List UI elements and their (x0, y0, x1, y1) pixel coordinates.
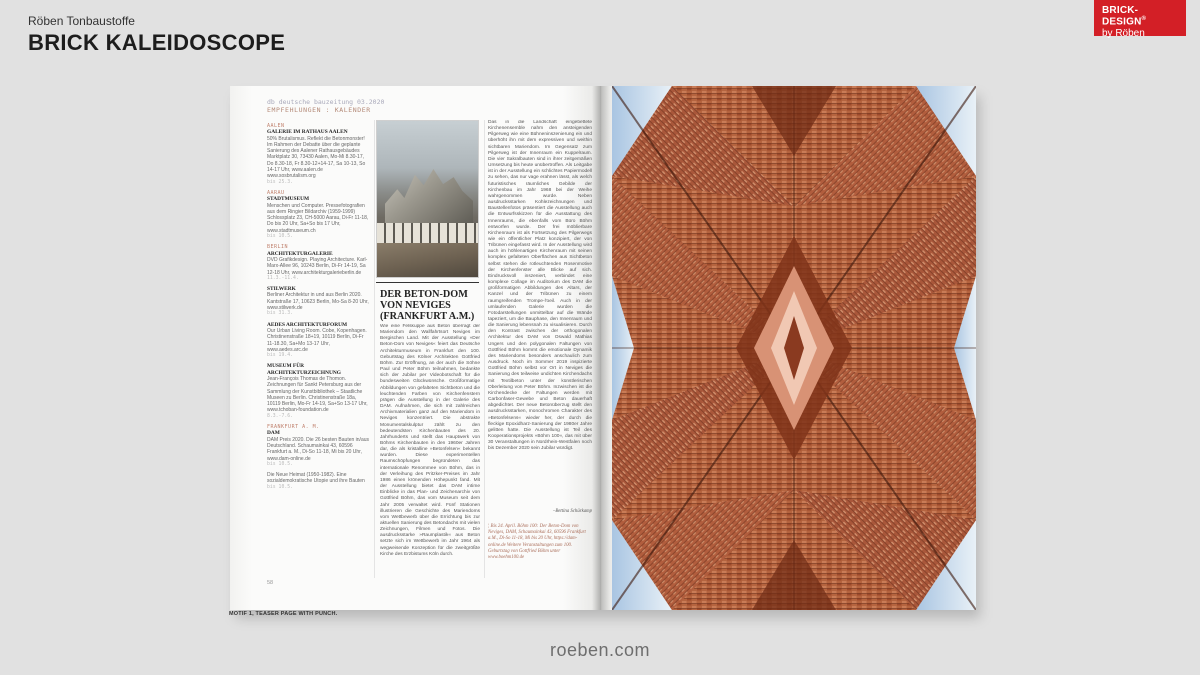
page-title: BRICK KALEIDOSCOPE (28, 30, 286, 55)
event-text: 50% Brutalismus. Reflekt die Betonmonster! Im Rahmen der Debatte über die geplante Sanierung des Aalener Rathausgebäudes Marktplatz 30, 73430 Aalen, Mo-Mi 8.30-17, Do 8.30-18, Fr 8.30-12+14-17, Sa 10-13, So 14-17 Uhr, www.aalen.de www.sosbrutalism.org (267, 135, 366, 180)
ground-shape (377, 243, 479, 278)
figure-caption: MOTIF 1, TEASER PAGE WITH PUNCH. (229, 611, 338, 617)
event-entry (267, 244, 371, 282)
event-venue: DAM (267, 430, 280, 437)
registered-mark: ® (1141, 16, 1147, 22)
brand-subtitle: Röben Tonbaustoffe (28, 14, 135, 28)
event-date: bis 10.5. (267, 234, 293, 240)
event-city: AALEN (267, 123, 285, 129)
event-entry (267, 190, 371, 240)
article-body-col3: Das in die Landschaft eingebettete Kirchenensemble nahm den ansteigenden Pilgerweg wie eine Bühneninszenierung ein und überhöht ihn mit dem expressiven und weithin sichtbaren Mariendom. Im Gegensatz zum Pilgerweg ist der Innenraum ein Kuppelraum. Die vier Sakralbauten sind in ihrer zeitgemäßen Umsetzung bis heute unübertroffen. Als Leitgabe ist in der Ausstellung ein schlichtes Papiermodell zu sehen, das nur vage erahnen lässt, als welch futuristisches räumliches Gebilde der Kirchenbau im Jahr 1968 bei der Weihe wahrgenommen wurde. Neben ausdrucksstarken Kohlezeichnungen und Baustellenfotos präsentiert die Ausstellung auch die Entwurfsskizzen für die Ausstattung des Innenraums, die ebenfalls vom Büro Böhm entworfen wurde. Der frei möblierbare Kirchenraum ist als Fortsetzung des Pilgerwegs wie ein öffentlicher Platz konzipiert, der von Tribünen eingefasst wird. In der Ausstellung wird auch im höhlenartigen Kirchenraum mit seinen komplex gefalteten Oberflächen aus Sichtbeton selbst stehen die rotleuchtenden Rosenmotive der Kirchenfenster alle Blicke auf sich. Eindrucksvoll inszeniert, verbindet eine komplexe Collage im Auditorium des DAM die großformatigen Abbildungen des Altars, der Kanzel und der Tribünen zu einem raumgreifenden Trompe-l'oeil. Auch in der umlaufenden Galerie wurden die Fotodarstellungen unmittelbar auf die Wände tapeziert, um die Bauphase, den Innenraum und die Sanierung lebensnah zu visualisieren. Durch den Kontrast zwischen der orthogonalen Architektur des DAM von Oswald Mathias Ungers und den polygonalen Faltungen von Gottfried Böhm kommt die emotionale Dynamik des Mariendoms besonders anschaulich zum Ausdruck. Noch im Sommer 2019 inspizierte Gottfried Böhm selbst vor Ort in Neviges die Sanierung des teilweise undichten Kirchendachs mit Textilbeton unter der künstlerischen Oberleitung von Peter Böhm. Inzwischen ist die Kirchendecke der Faltungen werden mit Carbonfaser-Gewebe und Beton dauerhaft abgedichtet. Der neue Betonüberzug stellt den ausdrucksstarken, monochromen Charakter des »Betonfelsens« wieder her, der durch die fleckige Epoxidharz-Sanierung der 1980er Jahre gelitten hatte. Die Ausstellung ist Teil des Kooperationsprojekts »Böhm 100«, das mit über 30 Veranstaltungen in Nordrhein-Westfalen noch bis Dezember 2020 sein Jubilar würdigt. (488, 120, 592, 452)
event-venue: STILWERK (267, 286, 296, 293)
right-page (600, 86, 976, 610)
event-text: Die Neue Heimat (1950-1982). Eine sozialdemokratische Utopie und ihre Bauten (267, 472, 365, 485)
spine-shadow (592, 86, 610, 610)
event-date: bis 31.3. (267, 311, 293, 317)
event-date: bis 10.5. (267, 461, 293, 467)
badge-label: BRICK-DESIGN (1102, 5, 1142, 28)
event-entry (267, 123, 371, 186)
article-headline: DER BETON-DOM VON NEVIGES (FRANKFURT A.M.) (380, 289, 475, 322)
event-city: AARAU (267, 189, 285, 196)
event-venue: MUSEUM FÜR ARCHITEKTURZEICHNUNG (267, 363, 341, 376)
event-venue: AEDES ARCHITEKTURFORUM (267, 321, 348, 328)
running-head-magazine: db deutsche bauzeitung 03.2020 (267, 98, 385, 106)
badge-sublabel: by Röben (1102, 28, 1145, 40)
column-divider (374, 120, 375, 578)
left-page (230, 86, 600, 610)
event-text: Jean-François Thomas de Thomon. Zeichnungen für Sankt Petersburg aus der Sammlung der Kunstbibliothek – Staatliche Museen zu Berlin. Christinenstraße 18a, 10119 Berlin, Mo-Fr 14-19, Sa+So 13-17 Uhr, www.tchoban-foundation.de (267, 375, 368, 414)
pilgrim-houses-shape (377, 223, 479, 243)
event-entry (267, 424, 371, 468)
event-text: Menschen und Computer. Pressefotografien aus dem Ringier Bildarchiv (1959-1999) Schlossplatz 23, CH-5000 Aarau, Di-Fr 11-18, Do bis 20 Uhr, Sa+So bis 17 Uhr, www.stadtmuseum.ch (267, 202, 369, 234)
event-calendar (267, 123, 371, 495)
footer-url[interactable]: roeben.com (549, 640, 651, 660)
event-text: DAM Preis 2020. Die 26 besten Bauten in/aus Deutschland. Schaumainkai 43, 60596 Frankfurt a. M., Di-So 11-18, Mi bis 20 Uhr, www.dam-online.de (267, 436, 370, 462)
event-entry (267, 363, 371, 420)
event-venue: GALERIE IM RATHAUS AALEN (267, 129, 348, 136)
event-date: bis 10.5. (267, 484, 293, 490)
event-date: 8.3.-7.6. (267, 413, 293, 419)
article-note: ¦ Bis 24. April. Böhm 100: Der Beton-Dom von Neviges, DAM, Schaumainkai 43, 60596 Frankfurt a.M., Di-So 11-18, Mi bis 20 Uhr, https://dam-online.de Weitere Veranstaltungen zum 100. Geburtstag von Gottfried Böhm unter www.boehm100.de (488, 524, 586, 561)
event-venue: STADTMUSEUM (267, 196, 310, 203)
magazine-spread (230, 86, 976, 610)
running-head-section: EMPFEHLUNGEN : KALENDER (267, 106, 371, 114)
event-text: Our Urban Living Room. Cobe, Kopenhagen. Christinenstraße 18+19, 10119 Berlin, Di-Fr 11-18.30, Sa+Mo 13-17 Uhr, www.aedes.arc.de (267, 327, 367, 353)
event-entry (267, 472, 371, 491)
event-date: bis 19.4. (267, 353, 293, 359)
event-date: bis 25.3. (267, 179, 293, 185)
headline-rule (376, 282, 479, 283)
event-venue: ARCHITEKTURGALERIE (267, 250, 333, 257)
article-body-col2: Wie eine Felskuppe aus Beton überragt der Mariendom den Wallfahrtsort Neviges im Bergischen Land. Mit der Ausstellung »Der Beton-Dom von Neviges« feiert das Deutsche Architekturmuseum in Frankfurt den 100. Geburtstag des Kölner Architekten Gottfried Böhm. Zur Eröffnung, an der auch die Söhne Paul und Peter Böhm teilnahmen, bedankte sich der Jubilar per Videobotschaft für die bundesweiten Glückwünsche. Großformatige Abbildungen von gefalteten Sichtbeton und die leuchtenden Farben von Kirchenfenstern prägen die Ausstellung in der Galerie des DAM. Aufnahmen, die sich mit zahlreichen Archivmaterialien ganz auf den Mariendom in Neviges konzentriert. Die abstrakte Monumentalskulptur zählt zu den bedeutendsten Kirchenbauten des 20. Jahrhunderts und stellt das Hauptwerk von Böhms Kirchenbauten in den 1960er Jahren dar, die als kristalline »Betonfelsen« bekannt wurden. Diese experimentellen Raumschöpfungen begründeten das internationale Renommee von Böhm, das in der Verleihung des Pritzker-Preises im Jahr 1986 einen krönenden Höhepunkt fand. Mit der Ausstellung bietet das DAM intime Einblicke in das Plan- und Zeichenarchiv von Gottfried Böhm, das vom Museum seit dem Jahr 2005 verwaltet wird. Fünf Stationen illustrieren die Geschichte des Mariendoms vom Wettbewerb über die Errichtung bis zur aktuellen Sanierung des Betondachs mit vielen Zeichnungen, Filmen und Fotos. Die ausdrucksstarke »Raumplastik« aus Beton setzte sich im Wettbewerb im Jahr 1964 als wegweisende Konzeption für die zweitgrößte Kirche des Erzbistums Köln durch. (380, 324, 480, 557)
church-photo (376, 120, 479, 278)
event-text: Berliner Architektur in und aus Berlin 2020. Kantstraße 17, 10623 Berlin, Mo-Sa 8-20 Uhr, www.stilwerk.de (267, 292, 369, 312)
kaleidoscope-image (612, 86, 976, 610)
page-number: 58 (267, 580, 274, 586)
event-city: BERLIN (267, 244, 289, 251)
event-text: DVD Grafikdesign. Playing Architecture. Karl-Marx-Allee 96, 10243 Berlin, Di-Fr 14-19, Sa 12-18 Uhr, www.architekturgalerieberlin.de (267, 256, 368, 276)
brand-block (28, 14, 285, 56)
column-divider (484, 120, 485, 578)
event-entry (267, 322, 371, 360)
brick-design-badge[interactable] (1094, 0, 1186, 40)
running-head (267, 98, 384, 114)
event-entry (267, 286, 371, 317)
church-building-shape (385, 169, 473, 227)
article-signature: –Bettina Schürkamp (552, 509, 592, 514)
event-date: 11.3.-11.4. (267, 275, 299, 281)
event-city: FRANKFURT A. M. (267, 424, 320, 431)
brick-kaleidoscope-graphic (612, 86, 976, 610)
